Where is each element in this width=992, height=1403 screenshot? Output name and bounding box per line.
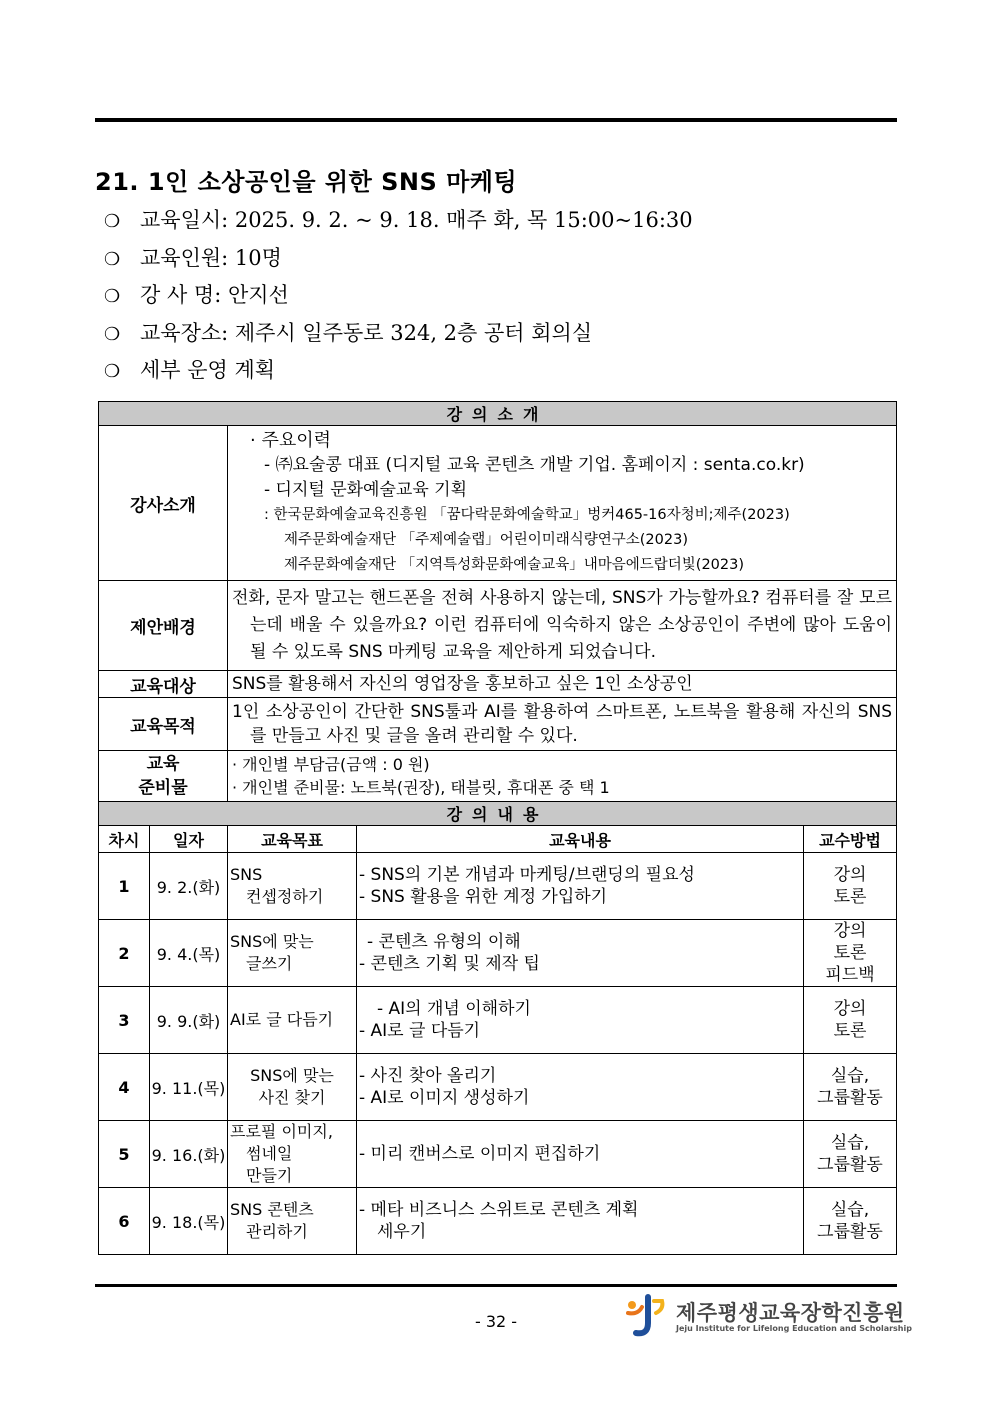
bottom-rule — [95, 1284, 897, 1287]
bullet-icon: ❍ — [104, 323, 121, 345]
session-content: - 메타 비즈니스 스위트로 콘텐츠 계획 세우기 — [357, 1188, 804, 1255]
info-item-instructor: ❍ 강 사 명: 안지선 — [104, 277, 693, 315]
page-number: - 32 - — [474, 1312, 518, 1331]
supplies-row — [99, 751, 897, 802]
session-date: 9. 4.(목) — [150, 920, 228, 987]
col-session: 차시 — [99, 826, 150, 853]
target-label: 교육대상 — [99, 671, 228, 698]
info-item-schedule: ❍ 교육일시: 2025. 9. 2. ~ 9. 18. 매주 화, 목 15:00~16:30 — [104, 202, 693, 240]
session-content: - SNS의 기본 개념과 마케팅/브랜딩의 필요성 - SNS 활용을 위한 계정 가입하기 — [357, 853, 804, 920]
target-row — [99, 671, 897, 698]
session-method: 강의 토론 — [804, 987, 897, 1054]
session-content: - 콘텐츠 유형의 이해 - 콘텐츠 기획 및 제작 팁 — [357, 920, 804, 987]
bullet-icon: ❍ — [104, 286, 121, 307]
supplies-list: · 개인별 부담금(금액 : 0 원) · 개인별 준비물: 노트북(권장), 태블릿, 휴대폰 중 택 1 — [228, 751, 897, 802]
table-row — [99, 1054, 897, 1121]
session-method: 강의 토론 — [804, 853, 897, 920]
session-method: 실습, 그룹활동 — [804, 1121, 897, 1188]
instructor-label: 강사소개 — [99, 426, 228, 581]
table-row — [99, 920, 897, 987]
info-list — [104, 202, 693, 390]
session-date: 9. 16.(화) — [150, 1121, 228, 1188]
session-date: 9. 2.(화) — [150, 853, 228, 920]
info-item-location: ❍ 교육장소: 제주시 일주동로 324, 2층 공터 회의실 — [104, 315, 693, 353]
background-text: 전화, 문자 말고는 핸드폰을 전혀 사용하지 않는데, SNS가 가능할까요? 컴퓨터를 잘 모르는데 배울 수 있을까요? 이런 컴퓨터에 익숙하지 않은 소상공인이 주변에 많아 도움이 될 수 있도록 SNS 마케팅 교육을 제안하게 되었습니다. — [232, 588, 893, 662]
col-method: 교수방법 — [804, 826, 897, 853]
target-text: SNS를 활용해서 자신의 영업장을 홍보하고 싶은 1인 소상공인 — [228, 671, 897, 698]
table-row — [99, 853, 897, 920]
supplies-label: 교육 준비물 — [99, 751, 228, 802]
session-content: - 사진 찾아 올리기 - AI로 이미지 생성하기 — [357, 1054, 804, 1121]
col-goal: 교육목표 — [228, 826, 357, 853]
bullet-icon: ❍ — [104, 361, 121, 382]
session-content: - AI의 개념 이해하기 - AI로 글 다듬기 — [357, 987, 804, 1054]
top-rule — [95, 118, 897, 122]
session-content: - 미리 캔버스로 이미지 편집하기 — [357, 1121, 804, 1188]
session-method: 실습, 그룹활동 — [804, 1054, 897, 1121]
instructor-details: · 주요이력 - ㈜요술콩 대표 (디지털 교육 콘텐츠 개발 기업. 홈페이지 : senta.co.kr) - 디지털 문화예술교육 기획 : 한국문화예술교육진흥원 「꿈다락문화예술학교」벙커465-16자청비;제주(2023) 제주문화예술재단 「주제예술랩」어린이미래식량연구소(2023) 제주문화예술재단 「지역특성화문화예술교육」내마음에드랍더빛(2023) — [228, 426, 897, 581]
col-date: 일자 — [150, 826, 228, 853]
session-number: 3 — [99, 987, 150, 1054]
session-goal: AI로 글 다듬기 — [228, 987, 357, 1054]
table-row — [99, 1121, 897, 1188]
bullet-icon: ❍ — [104, 248, 121, 270]
table-row — [99, 987, 897, 1054]
institute-logo — [624, 1293, 912, 1341]
goal-text: 1인 소상공인이 간단한 SNS툴과 AI를 활용하여 스마트폰, 노트북을 활용해 자신의 SNS를 만들고 사진 및 글을 올려 관리할 수 있다. — [232, 702, 893, 746]
session-number: 1 — [99, 853, 150, 920]
table-row — [99, 1188, 897, 1255]
column-header-row — [99, 826, 897, 853]
intro-header: 강의소개 — [99, 402, 897, 426]
session-number: 4 — [99, 1054, 150, 1121]
jeju-institute-logo-icon — [624, 1293, 668, 1339]
session-number: 6 — [99, 1188, 150, 1255]
info-item-capacity: ❍ 교육인원: 10명 — [104, 240, 693, 278]
bullet-icon: ❍ — [104, 211, 121, 232]
session-method: 강의 토론 피드백 — [804, 920, 897, 987]
session-date: 9. 11.(목) — [150, 1054, 228, 1121]
session-goal: SNS에 맞는 사진 찾기 — [228, 1054, 357, 1121]
session-method: 실습, 그룹활동 — [804, 1188, 897, 1255]
session-number: 2 — [99, 920, 150, 987]
session-goal: 프로필 이미지, 썸네일 만들기 — [228, 1121, 357, 1188]
plan-table — [98, 401, 897, 1255]
session-goal: SNS 컨셉정하기 — [228, 853, 357, 920]
col-content: 교육내용 — [357, 826, 804, 853]
session-date: 9. 9.(화) — [150, 987, 228, 1054]
session-goal: SNS 콘텐츠 관리하기 — [228, 1188, 357, 1255]
goal-row — [99, 698, 897, 751]
institute-subtitle: Jeju Institute for Lifelong Education and Scholarship — [676, 1324, 912, 1333]
session-date: 9. 18.(목) — [150, 1188, 228, 1255]
section-title: 21. 1인 소상공인을 위한 SNS 마케팅 — [95, 168, 518, 196]
session-goal: SNS에 맞는 글쓰기 — [228, 920, 357, 987]
info-item-plan: ❍ 세부 운영 계획 — [104, 352, 693, 390]
goal-label: 교육목적 — [99, 698, 228, 751]
instructor-row — [99, 426, 897, 581]
content-header: 강의내용 — [99, 802, 897, 826]
background-row — [99, 581, 897, 671]
institute-name: 제주평생교육장학진흥원 — [676, 1301, 905, 1325]
background-label: 제안배경 — [99, 581, 228, 671]
session-number: 5 — [99, 1121, 150, 1188]
